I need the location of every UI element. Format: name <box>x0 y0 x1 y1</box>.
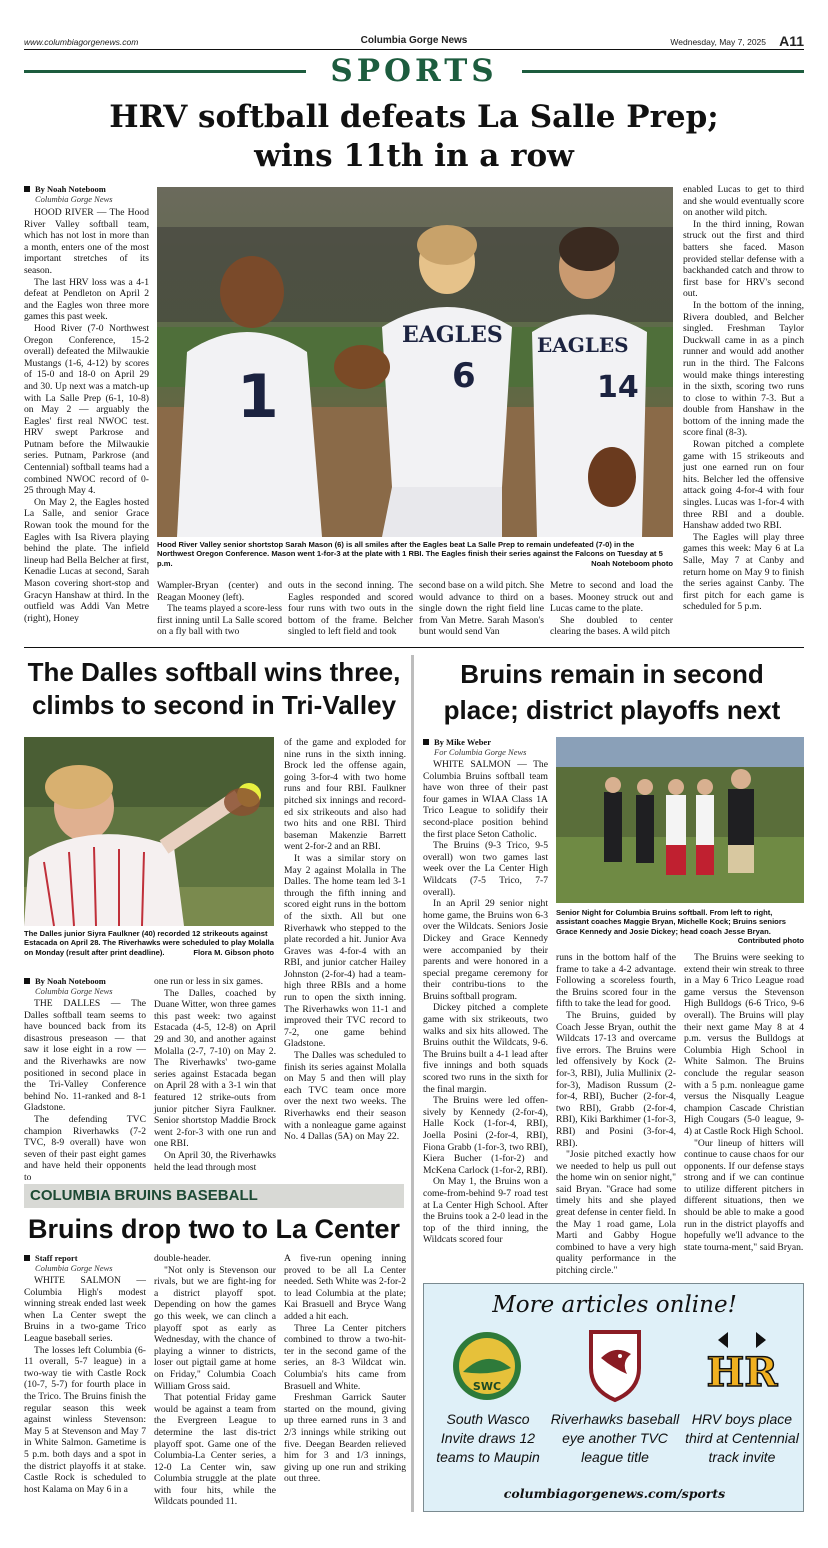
byline-bullet-icon <box>24 978 30 984</box>
a4-banner: COLUMBIA BRUINS BASEBALL <box>24 1184 404 1208</box>
a1-jersey-mid-number: 6 <box>452 356 476 396</box>
a3-photo-caption: Senior Night for Columbia Bruins softball. From left to right, assistant coaches Maggie Bryan, Michelle Kock; Bruins seniors Grace Kennedy and Josie Dickey; head coach Jesse Bryan. Contributed photo <box>556 908 804 946</box>
a2-photo-credit: Flora M. Gibson photo <box>193 947 274 957</box>
a1-column-4: second base on a wild pitch. She would advance to third on a single down the right field line from Van Metre. Sarah Mason's bunt would send Van <box>419 580 544 638</box>
promo-box <box>423 1283 804 1512</box>
a4-byline: Staff report Columbia Gorge News <box>24 1253 146 1273</box>
a1-photo <box>157 187 673 537</box>
folio-paper-name: Columbia Gorge News <box>360 35 468 46</box>
a3-photo <box>556 737 804 903</box>
a2-photo-caption: The Dalles junior Siyra Faulkner (40) recorded 12 strikeouts against Estacada on April 28. The Riverhawks were scheduled to play Molalla on Monday (result after print deadline). Flora M. Gibson photo <box>24 929 274 957</box>
a1-column-5: Metre to second and load the bases. Mooney struck out and Lucas came to the plate. She doubled to center clearing the bases. A wild pitch <box>550 580 673 638</box>
a1-bottom-rule <box>24 647 804 648</box>
a4-column-2: double-header. "Not only is Stevenson our rivals, but we are fight-ing for a district playoff spot. Depending on how the games go this week, we can clinch a playoff spot as early as Wednesday, with the chance of playing a winner to districts, loser out pigtail game at home on Friday," Columbia Coach William Gross said. That potential Friday game would be against a team from the Evergreen League to determine the last dis-trict playoff spot. Game one of the Columbia-La Center series, a 12-0 La Center win, saw Columbia struggle at the plate with four hits, while the Wildcats pounded 11. <box>154 1253 276 1508</box>
folio-url[interactable]: www.columbiagorgenews.com <box>24 37 139 47</box>
riverhawks-logo-icon[interactable] <box>587 1328 643 1404</box>
a1-column-1: HOOD RIVER — The Hood River Valley softball team, which has not lost in more than a month, enters one of the most important stretches of its season. The last HRV loss was a 4-1 defeat at Pendleton on April 2 and the Eagles won three more games this past week. Hood River (7-0 Northwest Oregon Conference, 15-2 overall) defeated the Milwaukie Mustangs (1-6, 4-12) by scores of 15-0 and 18-0 on April 29 and 30. Up next was a match-up with La Salle Prep (6-1, 10-8) on May 2 — arguably the Eagles' first real NWOC test. HRV swept Parkrose and Putnam before the Milwaukie series. Putnam, Parkrose (and Centennial) softball teams had a combined NWOC record of 0-25 through May 4. On May 2, the Eagles hosted La Salle, and senior Grace Rowan took the mound for the Eagles with Isa Rivera playing behind the plate. The infield lineup had Bella Belcher at first, Kenadie Lucas at second, Sarah Mason covering short-stop and Gracyn Hanshaw at third. In the outfield was Addi Van Metre (right), Honey <box>24 207 149 624</box>
a1-headline[interactable]: HRV softball defeats La Salle Prep; wins 11th in a row <box>109 99 719 174</box>
a1-column-2: Wampler-Bryan (center) and Reagan Mooney (left). The teams played a score-less first inning until La Salle scored on a fly ball with two <box>157 580 282 638</box>
folio-date: Wednesday, May 7, 2025 <box>670 37 766 47</box>
a3-photo-credit: Contributed photo <box>737 936 804 946</box>
a2-column-2: one run or less in six games. The Dalles, coached by Duane Witter, won three games this past week: two against Estacada (4-5, 12-8) on April 29 and 30, and another against Molalla (2-7, 7-10) on May 2. The Riverhawks' two-game series against Estacada began on April 28 with a 3-1 win that featured 12 strike-outs from junior pitcher Siyra Faulkner. Senior shortstop Maddie Brock went 2-for-3 with one run and one RBI. On April 30, the Riverhawks held the lead through most <box>154 976 276 1173</box>
a1-byline: By Noah Noteboom Columbia Gorge News <box>24 184 149 204</box>
folio-rule <box>24 49 804 50</box>
a1-photo-caption: Hood River Valley senior shortstop Sarah Mason (6) is all smiles after the Eagles beat La Salle Prep to remain undefeated (7-0) in the Northwest Oregon Conference. Mason went 1-for-3 at the plate with 1 RBI. The Eagles finish their series against the Falcons on Tuesday at 5 p.m. Noah Noteboom photo <box>157 540 673 568</box>
section-rule-left <box>24 70 306 73</box>
a1-jersey-right-name: EAGLES <box>537 333 629 357</box>
promo-url-link[interactable]: columbiagorgenews.com/sports <box>503 1486 726 1501</box>
a2-column-1: THE DALLES — The Dalles softball team seems to have bounced back from its disastrous preseason — that saw it lose eight in a row — and the Riverhawks are now positioned in second place in the Tri-Valley Conference behind No. 11-ranked and 8-1 Gladstone. The defending TVC champion Riverhawks (7-2 TVC, 8-9 overall) have won seven of their past eight games and have held their opponents to <box>24 998 146 1183</box>
column-divider <box>411 655 414 1512</box>
a2-column-3: of the game and exploded for nine runs in the sixth inning. Brock led the offense again, going 3-for-4 with two home runs and four RBI. Faulkner pitched six innings and record-ed six strikeouts and also had two hits and one RBI. Third baseman Makenzie Barrett went 2-for-2 and an RBI. It was a similar story on May 2 against Molalla in The Dalles. The home team led 3-1 through the fifth inning and scored eight runs in the bottom of the sixth. All but one Riverhawk who stepped to the plate recorded a hit. Junior Ava Graves was 4-for-4 with an RBI, and junior catcher Hailey Johnston (2-for-4) had a team-high three RBIs and a home run to open the sixth inning. The Riverhawks won 11-1 and improved their TVC record to 7-2, one game behind Gladstone. The Dalles was scheduled to finish its series against Molalla on May 5 and then will play each TVC team once more over the next two weeks. The Riverhawks end their season with a nonleague game against No. 4 Dallas (5A) on May 22. <box>284 737 406 1143</box>
a3-byline: By Mike Weber For Columbia Gorge News <box>423 737 548 757</box>
a1-column-3: outs in the second inning. The Eagles responded and scored four runs with two outs in the bottom of the frame. Belcher singled to left field and took <box>288 580 413 638</box>
folio-page-number: A11 <box>779 33 804 49</box>
svg-text:SWC: SWC <box>472 1380 502 1393</box>
a1-jersey-mid-name: EAGLES <box>402 322 503 348</box>
promo-item-2[interactable]: Riverhawks baseball eye another TVC league title <box>550 1411 680 1465</box>
section-rule-right <box>522 70 804 73</box>
a1-photo-credit: Noah Noteboom photo <box>591 558 673 568</box>
a3-headline[interactable]: Bruins remain in second place; district playoffs next <box>443 659 781 725</box>
svg-text:HR: HR <box>706 1349 778 1396</box>
byline-bullet-icon <box>24 186 30 192</box>
hrv-logo-icon[interactable] <box>706 1328 778 1404</box>
a4-column-1: WHITE SALMON — Columbia High's modest winning streak ended last week when La Center swept the Bruins in a two-game Trico League baseball series. The losses left Columbia (6-11 overall, 5-7 league) in a two-way tie with Castle Rock (10-7, 5-7) for fourth place in the Trico. The Bruins finish the regular season this week against winless Stevenson: May 5 at Stevenson and May 7 in White Salmon. Gametime is 5 p.m. both days and a spot in the district playoffs it at stake. Castle Rock is scheduled to host Kalama on May 6 in a <box>24 1275 146 1495</box>
a1-column-6: enabled Lucas to get to third and she would eventually score on another wild pitch. In the third inning, Rowan struck out the first and third batters she faced. Mason provided stellar defense with a backhanded catch and throw to first base for HRV's second out. In the bottom of the inning, Rivera doubled, and Belcher singled. Freshman Taylor Duckwall came in as a pinch runner and would add another run in the third. The Falcons would make things interesting in the sixth, scoring two runs to close to within 7-3. But a double from Hanshaw in the bottom of the inning made the score final (8-3). Rowan pitched a complete game with 15 strikeouts and just one earned run on four hits. Belcher led the offensive attack going 4-for-4 with four singles. Lucas was 1-for-4 with three RBI and a double. Hanshaw added two RBI. The Eagles will play three games this week: May 6 at La Salle, May 7 at Canby and return home on May 9 to finish the series against Canby. The first pitch for each game is scheduled for 5 p.m. <box>683 184 804 613</box>
section-title: SPORTS <box>330 53 498 89</box>
a2-headline[interactable]: The Dalles softball wins three, climbs to second in Tri-Valley <box>27 657 401 720</box>
a1-jersey-left-number: 1 <box>237 362 279 432</box>
a2-photo <box>24 737 274 926</box>
a4-column-3: A five-run opening inning proved to be all La Center needed. Seth White was 2-for-2 to lead Columbia at the plate; Kai Brasuell and Bryce Wang added a hit each. Three La Center pitchers combined to throw a two-hit-ter in the second game of the series, an 8-3 Wildcat win. Columbia's hits came from Brasuell and White. Freshman Garrick Sauter started on the mound, giving up three earned runs in 3 and 2/3 innings while striking out five. Deegan Bearden relieved him for 3 and 1/3 innings, giving up one run and striking out three. <box>284 1253 406 1485</box>
byline-bullet-icon <box>24 1255 30 1261</box>
a3-column-3: The Bruins were seeking to extend their win streak to three in a May 6 Trico League road game versus the Stevenson High Bulldogs (6-6 Trico, 9-6 overall). The Bruins will play their next game May 8 at 4 p.m. versus the Bulldogs at Columbia High School in White Salmon. The Bruins conclude the regular season with a 5 p.m. nonleague game versus the Nisqually League champion Cascade Christian High Cougars (5-0 league, 9-4) at Castle Rock High School. "Our lineup of hitters will continue to cause chaos for our opponents. If our defense stays strong and if we can continue to utilize different pitchers in different situations, then we should be able to make a good run in the district playoffs and hopefully we'll advance to the state tourna-ment," said Bryan. <box>684 952 804 1253</box>
promo-title: More articles online! <box>492 1292 737 1318</box>
promo-item-3[interactable]: HRV boys place third at Centennial track invite <box>685 1411 799 1465</box>
a1-jersey-right-number: 14 <box>597 370 639 405</box>
a2-byline: By Noah Noteboom Columbia Gorge News <box>24 976 146 996</box>
a3-column-1: WHITE SALMON — The Columbia Bruins softball team have won three of their past four games in WIAA Class 1A Trico League to solidify their second-place position behind the first place Seton Catholic. The Bruins (9-3 Trico, 9-5 overall) won two games last week over the La Center High Wildcats (7-5 Trico, 7-7 overall). In an April 29 senior night home game, the Bruins won 6-3 over the Wildcats. Seniors Josie Dickey and Grace Kennedy were accompanied by their parents and were honored in a special pregame ceremony for their contribu-tions to the Bruins softball program. Dickey pitched a complete game with six strikeouts, two walks and six hits allowed. The Bruins outhit the Wildcats, 9-6. The Bruins built a 4-1 lead after five innings and both squads scored two runs in the sixth for the final margin. The Bruins were led offen-sively by Kennedy (2-for-4), Halle Kock (1-for-4, RBI), Joella Posini (2-for-4, RBI), Fiona Grabb (1-for-3, two RBI), Kiera Bucher (1-for-2) and McKena Carlock (1-for-2, RBI). On May 1, the Bruins won a come-from-behind 9-7 road test at La Center High School. After the Bruins took a 2-0 lead in the top of the third inning, the Wildcats scored four <box>423 759 548 1246</box>
south-wasco-logo-icon[interactable] <box>449 1328 525 1404</box>
byline-bullet-icon <box>423 739 429 745</box>
promo-item-1[interactable]: South Wasco Invite draws 12 teams to Maupin <box>436 1411 540 1465</box>
a4-headline[interactable]: Bruins drop two to La Center <box>27 1214 400 1244</box>
a3-column-2: runs in the bottom half of the frame to take a 4-2 advantage. Following a scoreless fourth, the Bruins scored four in the fifth to take the lead for good. The Bruins, guided by Coach Jesse Bryan, outhit the Wildcats 17-13 and overcame five errors. The Bruins were led offensively by Kock (2-for-3, RBI), Julia Mullinix (2-for-3), Madison Russum (2-for-4, RBI), Bucher (2-for-4, two RBI), Grabb (2-for-4, RBI), Kiki Barkhimer (1-for-3, RBI) and Posini (3-for-4, RBI). "Josie pitched exactly how we needed to help us pull out the home win on senior night," said Bryan. "Grace had some timely hits and she played great defense in center field. In the May 1 road game, Lola Marti and Gabby Hogue combined to have a very high quality performance in the pitching circle." <box>556 952 676 1277</box>
